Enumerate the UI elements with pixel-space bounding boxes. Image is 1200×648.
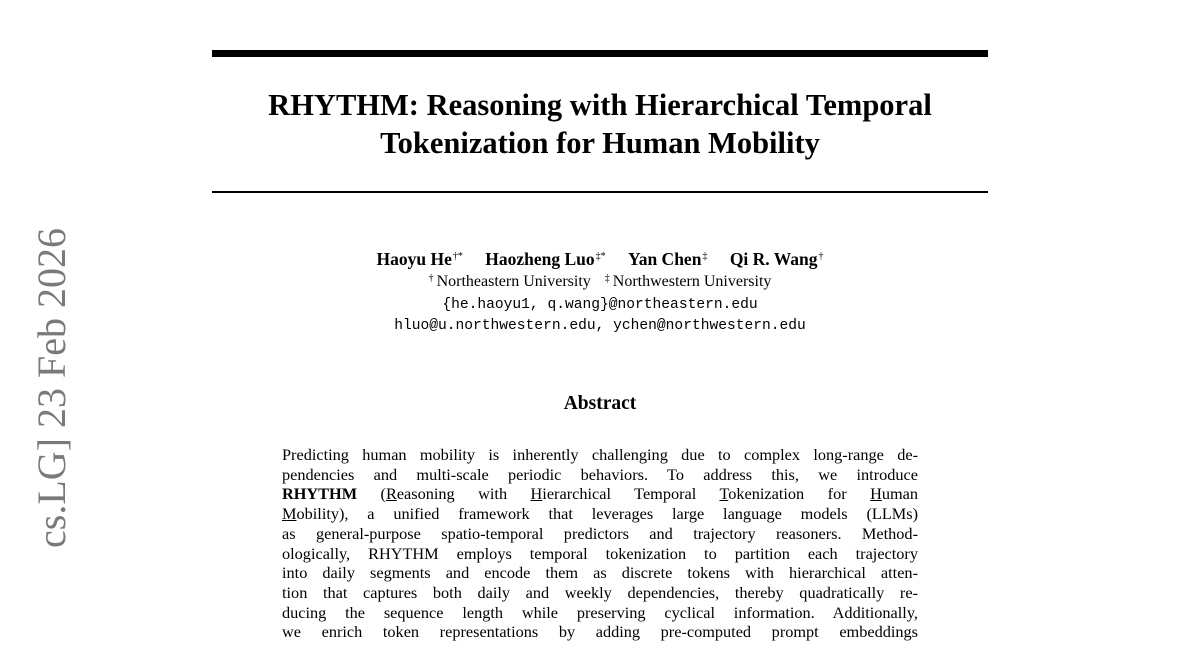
author-name: Haozheng Luo xyxy=(485,249,595,269)
acronym-letter: M xyxy=(282,504,297,524)
affiliation-name: Northwestern University xyxy=(612,273,772,290)
abstract-line: ducing the sequence length while preserving cyclical information. Additionally, xyxy=(282,602,918,622)
acronym-letter: H xyxy=(530,484,543,504)
author xyxy=(730,248,824,274)
model-name: RHYTHM xyxy=(282,484,358,504)
paper-title xyxy=(212,86,988,162)
acronym-letter: H xyxy=(870,484,882,504)
abstract-line xyxy=(282,484,918,504)
abstract-line: ologically, RHYTHM employs temporal tokenization to partition each trajectory xyxy=(282,543,918,563)
author-marks: ‡ xyxy=(702,251,708,262)
author-marks: †* xyxy=(452,251,463,262)
email-line: {he.haoyu1, q.wang}@northeastern.edu xyxy=(442,297,758,313)
abstract-body xyxy=(282,445,918,642)
title-top-rule xyxy=(212,50,988,57)
title-bottom-rule xyxy=(212,191,988,193)
acronym-letter: T xyxy=(719,484,729,504)
acronym-letter: R xyxy=(385,484,397,504)
abstract-line: into daily segments and encode them as discrete tokens with hierarchical atten- xyxy=(282,563,918,583)
author-marks: † xyxy=(818,251,824,262)
author xyxy=(485,248,605,274)
text-fragment: uman xyxy=(881,484,919,504)
text-fragment: ( xyxy=(357,484,386,504)
text-fragment: obility), a unified framework that leverages large language models (LLMs) xyxy=(296,504,918,524)
abstract-heading: Abstract xyxy=(563,393,637,414)
abstract-line: tion that captures both daily and weekly dependencies, thereby quadratically re- xyxy=(282,582,918,602)
abstract-line: as general-purpose spatio-temporal predictors and trajectory reasoners. Method- xyxy=(282,523,918,543)
arxiv-sidebar-stamp: cs.LG] 23 Feb 2026 xyxy=(29,228,74,548)
abstract-line: we enrich token representations by adding pre-computed prompt embeddings xyxy=(282,622,918,642)
affiliation-name: Northeastern University xyxy=(436,273,591,290)
abstract-line: Predicting human mobility is inherently challenging due to complex long-range de- xyxy=(282,445,918,464)
author-list xyxy=(212,248,988,274)
email-line: hluo@u.northwestern.edu, ychen@northwestern.edu xyxy=(394,318,806,334)
text-fragment: easoning with xyxy=(396,484,531,504)
affiliation-mark: ‡ xyxy=(604,273,610,284)
author-name: Qi R. Wang xyxy=(729,249,818,269)
abstract-line: pendencies and multi-scale periodic behaviors. To address this, we introduce xyxy=(282,464,918,484)
abstract-line xyxy=(282,504,918,524)
author xyxy=(376,248,462,274)
title-line: RHYTHM: Reasoning with Hierarchical Temporal xyxy=(268,88,932,122)
author-marks: ‡* xyxy=(595,251,606,262)
affiliations xyxy=(212,272,988,294)
author xyxy=(628,248,707,274)
title-line: Tokenization for Human Mobility xyxy=(380,126,820,160)
text-fragment: ierarchical Temporal xyxy=(542,484,720,504)
author-name: Yan Chen xyxy=(628,249,702,269)
affiliation-mark: † xyxy=(428,273,434,284)
text-fragment: okenization for xyxy=(728,484,871,504)
author-name: Haoyu He xyxy=(376,249,452,269)
